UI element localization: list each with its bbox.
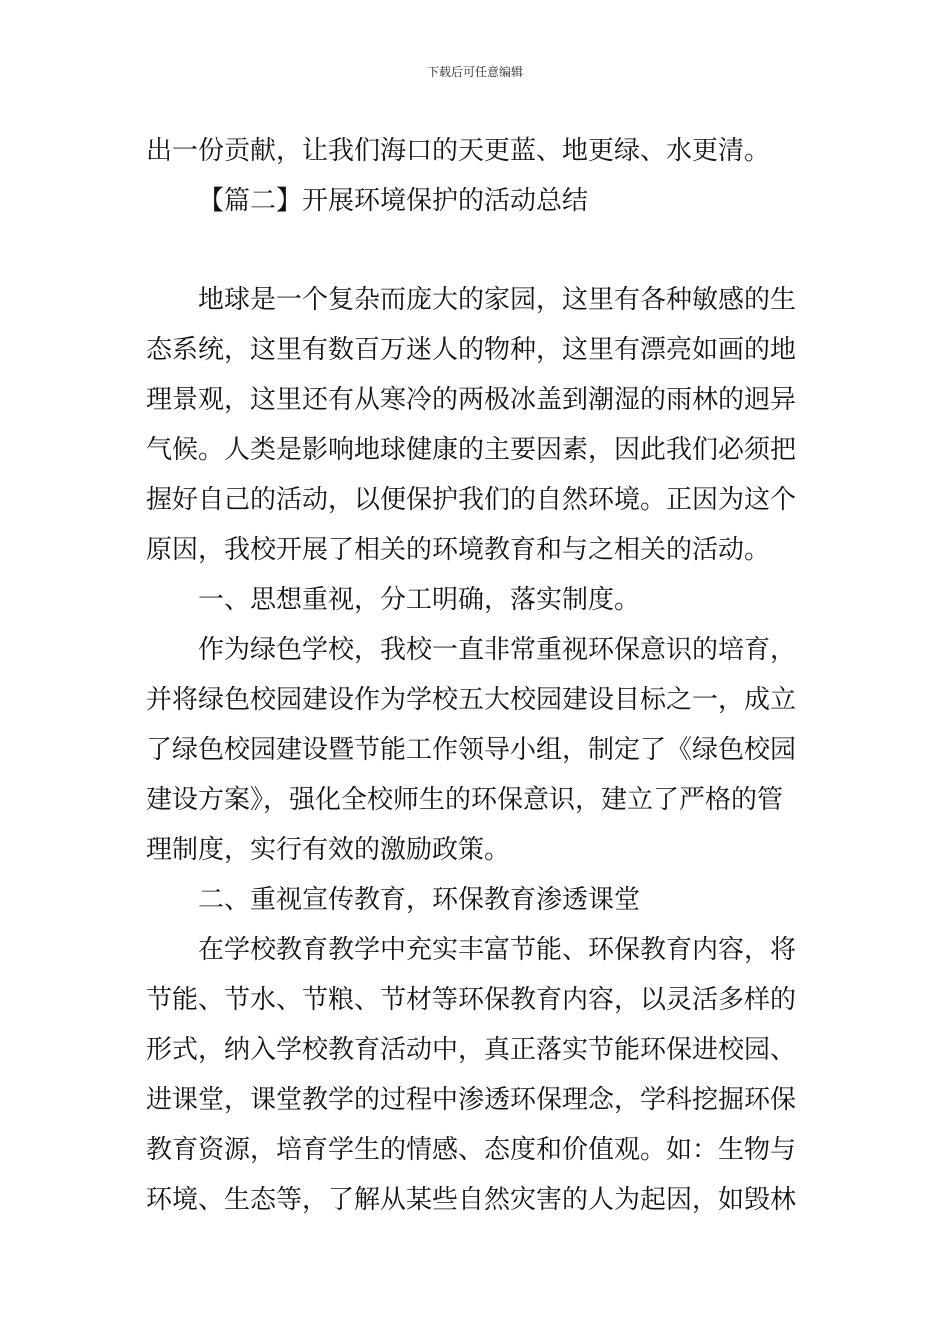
text-line: 出一份贡献，让我们海口的天更蓝、地更绿、水更清。: [146, 136, 771, 166]
paragraph-line: 教育资源，培育学生的情感、态度和价值观。如：生物与: [146, 1135, 797, 1165]
paragraph-line: 态系统，这里有数百万迷人的物种，这里有漂亮如画的地: [146, 335, 797, 365]
paragraph-line: 地球是一个复杂而庞大的家园，这里有各种敏感的生: [198, 285, 797, 315]
paragraph-line: 原因，我校开展了相关的环境教育和与之相关的活动。: [146, 535, 771, 565]
paragraph-line: 在学校教育教学中充实丰富节能、环保教育内容，将: [198, 935, 797, 965]
subheading: 二、重视宣传教育，环保教育渗透课堂: [198, 885, 641, 915]
paragraph-line: 节能、节水、节粮、节材等环保教育内容，以灵活多样的: [146, 985, 797, 1015]
paragraph-line: 理景观，这里还有从寒冷的两极冰盖到潮湿的雨林的迥异: [146, 385, 797, 415]
paragraph-line: 了绿色校园建设暨节能工作领导小组，制定了《绿色校园: [146, 735, 797, 765]
section-heading: 【篇二】开展环境保护的活动总结: [198, 186, 589, 216]
blank-line: [146, 226, 810, 275]
paragraph-line: 环境、生态等，了解从某些自然灾害的人为起因，如毁林: [146, 1185, 797, 1215]
paragraph-line: 进课堂，课堂教学的过程中渗透环保理念，学科挖掘环保: [146, 1085, 797, 1115]
paragraph-line: 握好自己的活动，以便保护我们的自然环境。正因为这个: [146, 485, 797, 515]
paragraph-line: 形式，纳入学校教育活动中，真正落实节能环保进校园、: [146, 1035, 797, 1065]
page-header: 下载后可任意编辑: [426, 65, 523, 79]
paragraph-line: 理制度，实行有效的激励政策。: [146, 835, 511, 865]
paragraph-line: 作为绿色学校，我校一直非常重视环保意识的培育，: [198, 635, 797, 665]
paragraph-line: 建设方案》，强化全校师生的环保意识，建立了严格的管: [146, 785, 784, 815]
paragraph-line: 并将绿色校园建设作为学校五大校园建设目标之一，成立: [146, 685, 797, 715]
document-body: [146, 126, 810, 1225]
paragraph-line: 气候。人类是影响地球健康的主要因素，因此我们必须把: [146, 435, 797, 465]
subheading: 一、思想重视，分工明确，落实制度。: [198, 585, 641, 615]
